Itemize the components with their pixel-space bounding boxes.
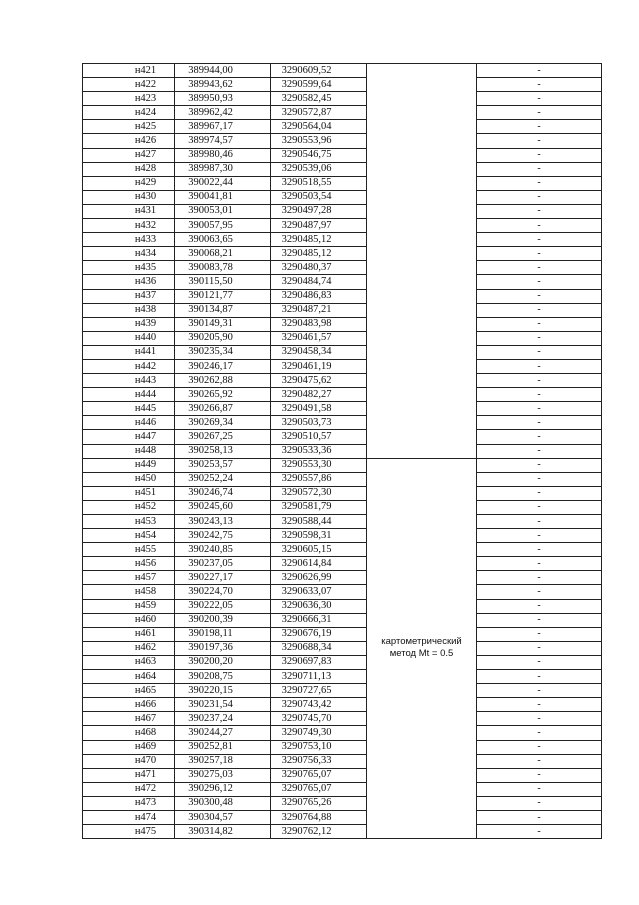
note-cell: - xyxy=(477,585,602,599)
x-coordinate-cell: 389943,62 xyxy=(175,78,271,92)
y-coordinate-cell: 3290588,44 xyxy=(271,515,367,529)
note-cell: - xyxy=(477,684,602,698)
point-id-cell: н431 xyxy=(83,204,175,218)
table-row xyxy=(83,275,602,289)
x-coordinate-cell: 390244,27 xyxy=(175,726,271,740)
table-row xyxy=(83,655,602,669)
table-row xyxy=(83,670,602,684)
point-id-cell: н426 xyxy=(83,134,175,148)
note-cell: - xyxy=(477,148,602,162)
point-id-cell: н456 xyxy=(83,557,175,571)
table-row xyxy=(83,176,602,190)
x-coordinate-cell: 390304,57 xyxy=(175,810,271,824)
x-coordinate-cell: 390220,15 xyxy=(175,684,271,698)
method-cell xyxy=(367,458,477,839)
point-id-cell: н451 xyxy=(83,486,175,500)
table-row xyxy=(83,289,602,303)
table-row xyxy=(83,486,602,500)
x-coordinate-cell: 389987,30 xyxy=(175,162,271,176)
y-coordinate-cell: 3290666,31 xyxy=(271,613,367,627)
table-row xyxy=(83,768,602,782)
y-coordinate-cell: 3290533,36 xyxy=(271,444,367,458)
table-row xyxy=(83,712,602,726)
note-cell: - xyxy=(477,359,602,373)
x-coordinate-cell: 390063,65 xyxy=(175,233,271,247)
note-cell: - xyxy=(477,430,602,444)
y-coordinate-cell: 3290546,75 xyxy=(271,148,367,162)
point-id-cell: н444 xyxy=(83,388,175,402)
note-cell: - xyxy=(477,374,602,388)
table-row xyxy=(83,641,602,655)
x-coordinate-cell: 390227,17 xyxy=(175,571,271,585)
point-id-cell: н432 xyxy=(83,219,175,233)
x-coordinate-cell: 390269,34 xyxy=(175,416,271,430)
x-coordinate-cell: 390240,85 xyxy=(175,543,271,557)
note-cell: - xyxy=(477,247,602,261)
point-id-cell: н468 xyxy=(83,726,175,740)
table-row xyxy=(83,219,602,233)
y-coordinate-cell: 3290486,83 xyxy=(271,289,367,303)
note-cell: - xyxy=(477,331,602,345)
method-accuracy-text: метод Mt = 0.5 xyxy=(389,648,454,660)
note-cell: - xyxy=(477,726,602,740)
note-cell: - xyxy=(477,190,602,204)
y-coordinate-cell: 3290503,73 xyxy=(271,416,367,430)
point-id-cell: н433 xyxy=(83,233,175,247)
point-id-cell: н473 xyxy=(83,796,175,810)
note-cell: - xyxy=(477,219,602,233)
y-coordinate-cell: 3290539,06 xyxy=(271,162,367,176)
point-id-cell: н458 xyxy=(83,585,175,599)
note-cell: - xyxy=(477,754,602,768)
table-row xyxy=(83,106,602,120)
note-cell: - xyxy=(477,796,602,810)
table-row xyxy=(83,599,602,613)
y-coordinate-cell: 3290599,64 xyxy=(271,78,367,92)
table-row xyxy=(83,810,602,824)
y-coordinate-cell: 3290557,86 xyxy=(271,472,367,486)
table-row xyxy=(83,500,602,514)
table-row xyxy=(83,190,602,204)
point-id-cell: н474 xyxy=(83,810,175,824)
y-coordinate-cell: 3290688,34 xyxy=(271,641,367,655)
x-coordinate-cell: 389944,00 xyxy=(175,64,271,78)
y-coordinate-cell: 3290461,19 xyxy=(271,359,367,373)
point-id-cell: н457 xyxy=(83,571,175,585)
table-row xyxy=(83,613,602,627)
x-coordinate-cell: 390121,77 xyxy=(175,289,271,303)
x-coordinate-cell: 390275,03 xyxy=(175,768,271,782)
note-cell: - xyxy=(477,613,602,627)
table-row xyxy=(83,317,602,331)
table-row xyxy=(83,78,602,92)
x-coordinate-cell: 390242,75 xyxy=(175,529,271,543)
table-row xyxy=(83,754,602,768)
x-coordinate-cell: 390237,05 xyxy=(175,557,271,571)
point-id-cell: н464 xyxy=(83,670,175,684)
point-id-cell: н450 xyxy=(83,472,175,486)
y-coordinate-cell: 3290582,45 xyxy=(271,92,367,106)
x-coordinate-cell: 390068,21 xyxy=(175,247,271,261)
table-row xyxy=(83,261,602,275)
note-cell: - xyxy=(477,599,602,613)
point-id-cell: н447 xyxy=(83,430,175,444)
y-coordinate-cell: 3290503,54 xyxy=(271,190,367,204)
note-cell: - xyxy=(477,402,602,416)
point-id-cell: н439 xyxy=(83,317,175,331)
table-row xyxy=(83,825,602,839)
x-coordinate-cell: 390222,05 xyxy=(175,599,271,613)
x-coordinate-cell: 390266,87 xyxy=(175,402,271,416)
table-row xyxy=(83,472,602,486)
note-cell: - xyxy=(477,204,602,218)
note-cell: - xyxy=(477,712,602,726)
x-coordinate-cell: 390022,44 xyxy=(175,176,271,190)
x-coordinate-cell: 390245,60 xyxy=(175,500,271,514)
x-coordinate-cell: 390253,57 xyxy=(175,458,271,472)
x-coordinate-cell: 390205,90 xyxy=(175,331,271,345)
point-id-cell: н445 xyxy=(83,402,175,416)
note-cell: - xyxy=(477,275,602,289)
point-id-cell: н475 xyxy=(83,825,175,839)
note-cell: - xyxy=(477,176,602,190)
x-coordinate-cell: 390053,01 xyxy=(175,204,271,218)
y-coordinate-cell: 3290676,19 xyxy=(271,627,367,641)
point-id-cell: н423 xyxy=(83,92,175,106)
note-cell: - xyxy=(477,134,602,148)
y-coordinate-cell: 3290764,88 xyxy=(271,810,367,824)
table-row xyxy=(83,120,602,134)
x-coordinate-cell: 390231,54 xyxy=(175,698,271,712)
note-cell: - xyxy=(477,120,602,134)
y-coordinate-cell: 3290553,30 xyxy=(271,458,367,472)
note-cell: - xyxy=(477,768,602,782)
point-id-cell: н448 xyxy=(83,444,175,458)
y-coordinate-cell: 3290484,74 xyxy=(271,275,367,289)
table-row xyxy=(83,796,602,810)
y-coordinate-cell: 3290753,10 xyxy=(271,740,367,754)
table-row xyxy=(83,529,602,543)
table-row xyxy=(83,303,602,317)
x-coordinate-cell: 389950,93 xyxy=(175,92,271,106)
x-coordinate-cell: 390300,48 xyxy=(175,796,271,810)
y-coordinate-cell: 3290605,15 xyxy=(271,543,367,557)
table-row xyxy=(83,148,602,162)
point-id-cell: н438 xyxy=(83,303,175,317)
y-coordinate-cell: 3290461,57 xyxy=(271,331,367,345)
point-id-cell: н429 xyxy=(83,176,175,190)
point-id-cell: н442 xyxy=(83,359,175,373)
x-coordinate-cell: 390200,39 xyxy=(175,613,271,627)
point-id-cell: н427 xyxy=(83,148,175,162)
x-coordinate-cell: 390257,18 xyxy=(175,754,271,768)
x-coordinate-cell: 390246,17 xyxy=(175,359,271,373)
y-coordinate-cell: 3290564,04 xyxy=(271,120,367,134)
x-coordinate-cell: 389967,17 xyxy=(175,120,271,134)
table-row xyxy=(83,543,602,557)
y-coordinate-cell: 3290485,12 xyxy=(271,247,367,261)
table-row xyxy=(83,402,602,416)
y-coordinate-cell: 3290609,52 xyxy=(271,64,367,78)
point-id-cell: н449 xyxy=(83,458,175,472)
note-cell: - xyxy=(477,557,602,571)
y-coordinate-cell: 3290572,87 xyxy=(271,106,367,120)
y-coordinate-cell: 3290480,37 xyxy=(271,261,367,275)
x-coordinate-cell: 390265,92 xyxy=(175,388,271,402)
y-coordinate-cell: 3290518,55 xyxy=(271,176,367,190)
point-id-cell: н459 xyxy=(83,599,175,613)
point-id-cell: н430 xyxy=(83,190,175,204)
point-id-cell: н446 xyxy=(83,416,175,430)
note-cell: - xyxy=(477,345,602,359)
y-coordinate-cell: 3290510,57 xyxy=(271,430,367,444)
note-cell: - xyxy=(477,571,602,585)
table-row xyxy=(83,782,602,796)
note-cell: - xyxy=(477,670,602,684)
point-id-cell: н424 xyxy=(83,106,175,120)
note-cell: - xyxy=(477,289,602,303)
point-id-cell: н470 xyxy=(83,754,175,768)
point-id-cell: н465 xyxy=(83,684,175,698)
x-coordinate-cell: 390083,78 xyxy=(175,261,271,275)
table-row xyxy=(83,204,602,218)
x-coordinate-cell: 390198,11 xyxy=(175,627,271,641)
point-id-cell: н472 xyxy=(83,782,175,796)
point-id-cell: н454 xyxy=(83,529,175,543)
y-coordinate-cell: 3290491,58 xyxy=(271,402,367,416)
note-cell: - xyxy=(477,810,602,824)
point-id-cell: н436 xyxy=(83,275,175,289)
y-coordinate-cell: 3290745,70 xyxy=(271,712,367,726)
x-coordinate-cell: 390314,82 xyxy=(175,825,271,839)
y-coordinate-cell: 3290633,07 xyxy=(271,585,367,599)
y-coordinate-cell: 3290483,98 xyxy=(271,317,367,331)
x-coordinate-cell: 390057,95 xyxy=(175,219,271,233)
table-row xyxy=(83,247,602,261)
y-coordinate-cell: 3290572,30 xyxy=(271,486,367,500)
point-id-cell: н460 xyxy=(83,613,175,627)
x-coordinate-cell: 390243,13 xyxy=(175,515,271,529)
point-id-cell: н466 xyxy=(83,698,175,712)
y-coordinate-cell: 3290762,12 xyxy=(271,825,367,839)
point-id-cell: н437 xyxy=(83,289,175,303)
note-cell: - xyxy=(477,515,602,529)
note-cell: - xyxy=(477,500,602,514)
point-id-cell: н452 xyxy=(83,500,175,514)
table-row xyxy=(83,416,602,430)
x-coordinate-cell: 390149,31 xyxy=(175,317,271,331)
y-coordinate-cell: 3290697,83 xyxy=(271,655,367,669)
point-id-cell: н422 xyxy=(83,78,175,92)
point-id-cell: н467 xyxy=(83,712,175,726)
note-cell: - xyxy=(477,233,602,247)
note-cell: - xyxy=(477,740,602,754)
x-coordinate-cell: 390296,12 xyxy=(175,782,271,796)
note-cell: - xyxy=(477,458,602,472)
x-coordinate-cell: 390252,81 xyxy=(175,740,271,754)
x-coordinate-cell: 389980,46 xyxy=(175,148,271,162)
table-row xyxy=(83,331,602,345)
table-row xyxy=(83,359,602,373)
note-cell: - xyxy=(477,472,602,486)
note-cell: - xyxy=(477,529,602,543)
note-cell: - xyxy=(477,261,602,275)
point-id-cell: н421 xyxy=(83,64,175,78)
table-row xyxy=(83,698,602,712)
x-coordinate-cell: 390224,70 xyxy=(175,585,271,599)
x-coordinate-cell: 390208,75 xyxy=(175,670,271,684)
y-coordinate-cell: 3290756,33 xyxy=(271,754,367,768)
table-row xyxy=(83,162,602,176)
y-coordinate-cell: 3290458,34 xyxy=(271,345,367,359)
x-coordinate-cell: 390200,20 xyxy=(175,655,271,669)
y-coordinate-cell: 3290487,97 xyxy=(271,219,367,233)
note-cell: - xyxy=(477,78,602,92)
point-id-cell: н463 xyxy=(83,655,175,669)
note-cell: - xyxy=(477,782,602,796)
note-cell: - xyxy=(477,92,602,106)
x-coordinate-cell: 390235,34 xyxy=(175,345,271,359)
x-coordinate-cell: 390246,74 xyxy=(175,486,271,500)
y-coordinate-cell: 3290765,26 xyxy=(271,796,367,810)
table-row xyxy=(83,64,602,78)
point-id-cell: н425 xyxy=(83,120,175,134)
x-coordinate-cell: 390134,87 xyxy=(175,303,271,317)
note-cell: - xyxy=(477,627,602,641)
x-coordinate-cell: 389962,42 xyxy=(175,106,271,120)
x-coordinate-cell: 390258,13 xyxy=(175,444,271,458)
y-coordinate-cell: 3290553,96 xyxy=(271,134,367,148)
table-row xyxy=(83,585,602,599)
table-row xyxy=(83,515,602,529)
table-row xyxy=(83,684,602,698)
y-coordinate-cell: 3290487,21 xyxy=(271,303,367,317)
y-coordinate-cell: 3290497,28 xyxy=(271,204,367,218)
point-id-cell: н435 xyxy=(83,261,175,275)
y-coordinate-cell: 3290743,42 xyxy=(271,698,367,712)
table-row xyxy=(83,740,602,754)
x-coordinate-cell: 390197,36 xyxy=(175,641,271,655)
note-cell: - xyxy=(477,388,602,402)
note-cell: - xyxy=(477,641,602,655)
y-coordinate-cell: 3290475,62 xyxy=(271,374,367,388)
x-coordinate-cell: 390115,50 xyxy=(175,275,271,289)
note-cell: - xyxy=(477,655,602,669)
x-coordinate-cell: 390237,24 xyxy=(175,712,271,726)
point-id-cell: н440 xyxy=(83,331,175,345)
y-coordinate-cell: 3290581,79 xyxy=(271,500,367,514)
table-row xyxy=(83,444,602,458)
y-coordinate-cell: 3290614,84 xyxy=(271,557,367,571)
coordinates-table-body xyxy=(83,64,602,839)
point-id-cell: н453 xyxy=(83,515,175,529)
table-row xyxy=(83,345,602,359)
point-id-cell: н461 xyxy=(83,627,175,641)
y-coordinate-cell: 3290485,12 xyxy=(271,233,367,247)
table-row xyxy=(83,388,602,402)
x-coordinate-cell: 389974,57 xyxy=(175,134,271,148)
note-cell: - xyxy=(477,698,602,712)
coordinates-table xyxy=(82,63,602,839)
y-coordinate-cell: 3290598,31 xyxy=(271,529,367,543)
point-id-cell: н469 xyxy=(83,740,175,754)
point-id-cell: н428 xyxy=(83,162,175,176)
table-row xyxy=(83,557,602,571)
x-coordinate-cell: 390267,25 xyxy=(175,430,271,444)
x-coordinate-cell: 390252,24 xyxy=(175,472,271,486)
note-cell: - xyxy=(477,543,602,557)
table-row xyxy=(83,627,602,641)
note-cell: - xyxy=(477,486,602,500)
point-id-cell: н471 xyxy=(83,768,175,782)
table-row xyxy=(83,134,602,148)
note-cell: - xyxy=(477,106,602,120)
note-cell: - xyxy=(477,64,602,78)
y-coordinate-cell: 3290749,30 xyxy=(271,726,367,740)
y-coordinate-cell: 3290765,07 xyxy=(271,782,367,796)
note-cell: - xyxy=(477,162,602,176)
y-coordinate-cell: 3290636,30 xyxy=(271,599,367,613)
point-id-cell: н441 xyxy=(83,345,175,359)
y-coordinate-cell: 3290482,27 xyxy=(271,388,367,402)
x-coordinate-cell: 390262,88 xyxy=(175,374,271,388)
table-row xyxy=(83,571,602,585)
point-id-cell: н455 xyxy=(83,543,175,557)
note-cell: - xyxy=(477,416,602,430)
method-name-text: картометрический xyxy=(381,636,462,648)
method-cell-upper xyxy=(367,64,477,459)
table-row xyxy=(83,430,602,444)
table-row xyxy=(83,374,602,388)
table-row xyxy=(83,458,602,472)
table-row xyxy=(83,233,602,247)
coordinates-sheet xyxy=(82,63,601,839)
y-coordinate-cell: 3290711,13 xyxy=(271,670,367,684)
y-coordinate-cell: 3290765,07 xyxy=(271,768,367,782)
note-cell: - xyxy=(477,317,602,331)
y-coordinate-cell: 3290626,99 xyxy=(271,571,367,585)
x-coordinate-cell: 390041,81 xyxy=(175,190,271,204)
point-id-cell: н462 xyxy=(83,641,175,655)
point-id-cell: н434 xyxy=(83,247,175,261)
y-coordinate-cell: 3290727,65 xyxy=(271,684,367,698)
note-cell: - xyxy=(477,825,602,839)
note-cell: - xyxy=(477,303,602,317)
table-row xyxy=(83,92,602,106)
point-id-cell: н443 xyxy=(83,374,175,388)
note-cell: - xyxy=(477,444,602,458)
table-row xyxy=(83,726,602,740)
